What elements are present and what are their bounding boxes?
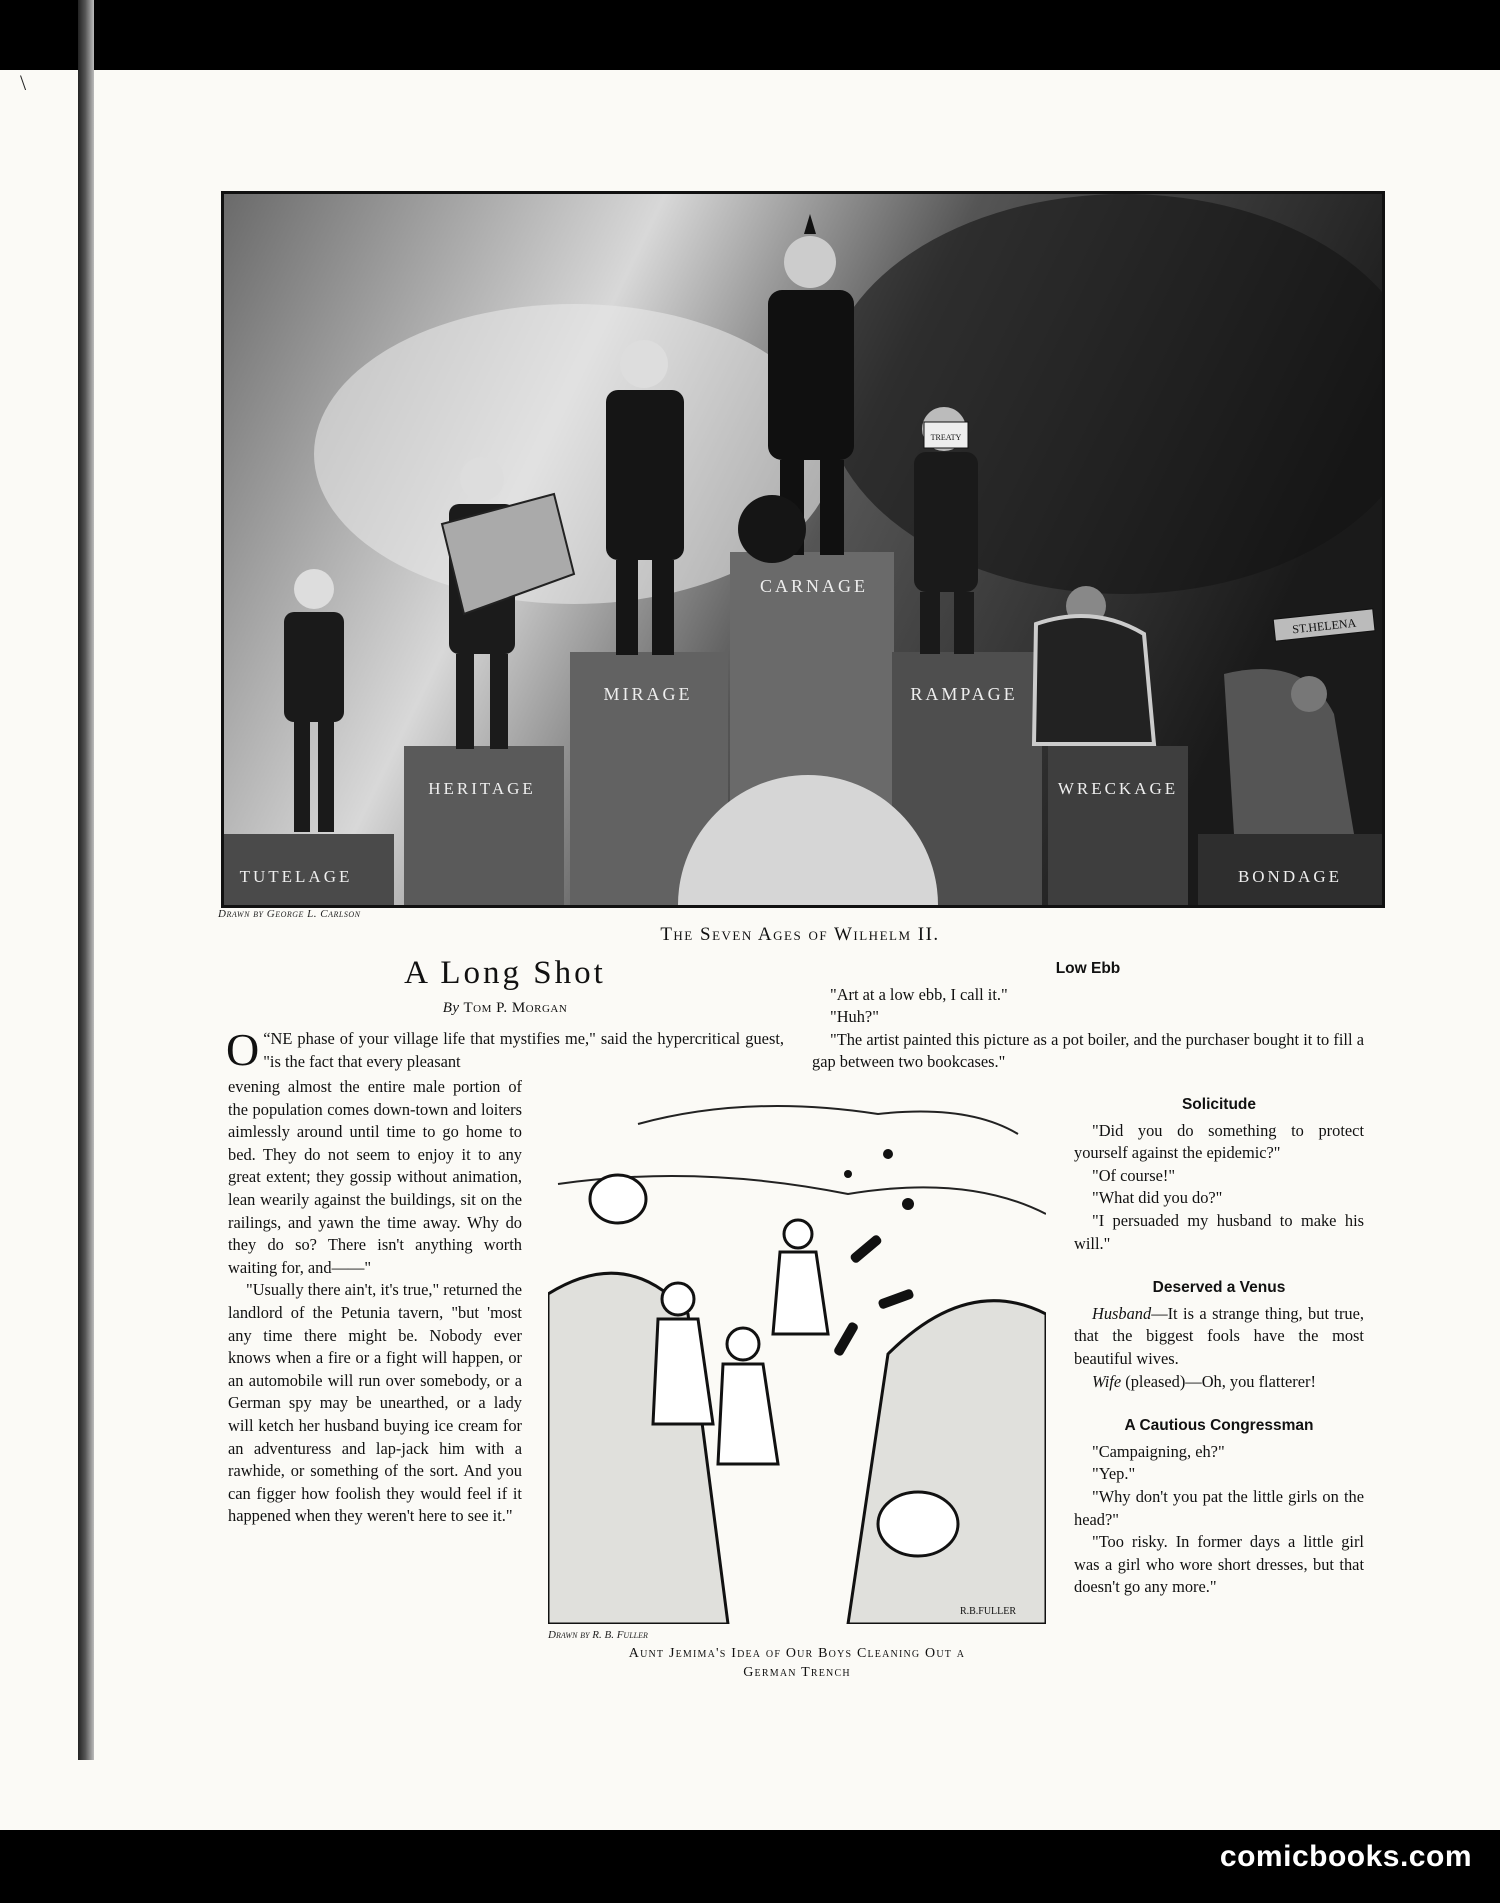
venus-heading: Deserved a Venus [1152,1279,1286,1297]
solicitude-section [1074,1094,1364,1255]
drop-cap: O [226,1024,260,1075]
venus-speaker: Wife [1092,1371,1122,1391]
venus-line [1074,1303,1364,1371]
lead-text: NE phase of your village life that mystifies me," said the hypercritical guest, "is the fact that every pleasant [263,1029,784,1071]
bottom-illustration-credit: Drawn by R. B. Fuller [548,1629,648,1641]
congressman-line: "Too risky. In former days a little girl was a girl who wore short dresses, but that doesn't go any more." [1074,1532,1364,1597]
byline-prefix: By [442,1000,460,1016]
barrel-icon [878,1492,958,1556]
corner-mark: \ [20,70,27,95]
low-ebb-heading: Low Ebb [1055,960,1121,977]
caption-line: Aunt Jemima's Idea of Our Boys Cleaning Out a [628,1646,966,1661]
trench-cartoon [548,1094,1046,1624]
low-ebb-line: "Huh?" [830,1007,879,1027]
step-label-mirage: MIRAGE [603,684,693,704]
step-label-rampage: RAMPAGE [910,684,1018,704]
st-helena-sign: ST.HELENA [1291,615,1357,637]
solicitude-line: "What did you do?" [1092,1188,1223,1208]
article-paragraph: "Usually there ain't, it's true," returned the landlord of the Petunia tavern, "but 'most any time there might be. Nobody ever knows when a fire or a fight will happen, or an automobile will run over somebody, or a German spy may be unearthed, or a lady will ketch her husband buying ice cream for an adventuress and lap-jack him with a rawhide, or something of the sort. And you can figger how foolish they would feel if it happened when they weren't here to see it." [228,1280,522,1526]
solicitude-line: "Of course!" [1092,1165,1176,1185]
right-column [1074,1094,1364,1621]
site-watermark: comicbooks.com [1219,1840,1472,1873]
treaty-paper-label: TREATY [930,433,962,442]
congressman-section [1074,1415,1364,1599]
congressman-heading: A Cautious Congressman [1124,1417,1314,1435]
step-label-tutelage: TUTELAGE [239,867,353,886]
article-title: A Long Shot [404,955,606,991]
step-label-bondage: BONDAGE [1237,867,1343,886]
venus-section [1074,1277,1364,1393]
step-label-wreckage: WRECKAGE [1057,779,1179,798]
article-byline [230,1000,780,1017]
venus-line [1074,1371,1364,1394]
bottom-illustration-caption [548,1644,1046,1682]
congressman-line: "Campaigning, eh?" [1092,1441,1225,1461]
congressman-line: "Yep." [1092,1464,1136,1484]
solicitude-line: "Did you do something to protect yourself against the epidemic?" [1074,1120,1364,1163]
step-label-heritage: HERITAGE [428,779,536,798]
solicitude-heading: Solicitude [1181,1096,1257,1113]
low-ebb-line: "The artist painted this picture as a pot boiler, and the purchaser bought it to fill a gap between two bookcases." [812,1029,1364,1072]
top-illustration-caption: The Seven Ages of Wilhelm II. [660,924,940,945]
cartoon-signature: R.B.FULLER [959,1606,1017,1617]
flying-barrel-icon [590,1175,646,1223]
venus-speaker: Husband [1092,1303,1152,1323]
seven-ages-illustration [221,191,1385,908]
step-label-carnage: CARNAGE [759,576,869,596]
venus-text: (pleased)—Oh, you flatterer! [1121,1371,1316,1391]
congressman-line: "Why don't you pat the little girls on the head?" [1074,1486,1364,1529]
low-ebb-line: "Art at a low ebb, I call it." [830,984,1008,1004]
byline-author: Tom P. Morgan [463,1000,568,1016]
venus-text: —It is a strange thing, but true, that the biggest fools have the most beautiful wives. [1074,1303,1364,1368]
caption-line: German Trench [743,1665,851,1680]
page-spine [78,0,94,1760]
solicitude-line: "I persuaded my husband to make his will." [1074,1210,1364,1253]
article-body [228,1076,522,1528]
article-paragraph: evening almost the entire male portion of the population comes down-town and loiters aimlessly around until time to go home to bed. They do not seem to enjoy it to any great extent; they gossip without animation, lean wearily against the buildings, sit on the railings, and yawn the time away. Why do they do so? There isn't anything worth waiting for, and——" [228,1077,522,1277]
low-ebb-section [812,958,1364,1074]
top-illustration-credit: Drawn by George L. Carlson [218,908,361,920]
article-lead: “ O NE phase of your village life that mystifies me," said the hypercritical guest, "is the fact that every pleasant [226,1024,784,1075]
